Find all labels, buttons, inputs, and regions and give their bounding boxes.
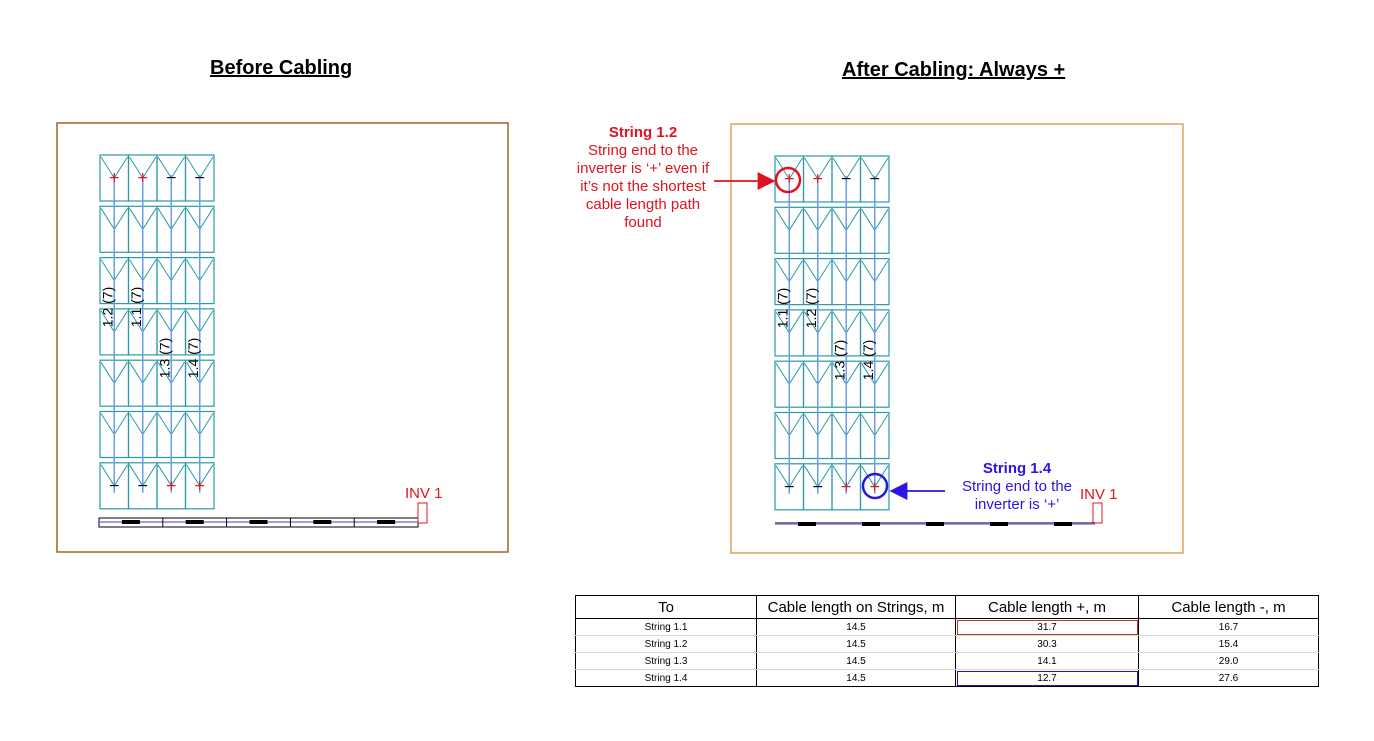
string12-callout-line: inverter is ‘+’ even if <box>576 160 710 177</box>
polarity-symbol: + <box>193 477 206 494</box>
table-row <box>576 619 1319 636</box>
polarity-symbol: + <box>165 477 178 494</box>
string-label: 1.4 (7) <box>859 339 876 381</box>
cell-strings: 14.5 <box>757 670 956 687</box>
string-label: 1.3 (7) <box>831 339 848 381</box>
cell-minus: 15.4 <box>1139 636 1319 653</box>
table-row <box>576 670 1319 687</box>
cable-connector <box>1054 522 1072 526</box>
cell-minus: 16.7 <box>1139 619 1319 636</box>
cable-connector <box>990 522 1008 526</box>
polarity-symbol: + <box>811 171 824 187</box>
polarity-symbol: − <box>165 170 178 186</box>
cable-connector <box>122 520 140 524</box>
cable-connector <box>186 520 204 524</box>
polarity-symbol: − <box>193 170 206 186</box>
cell-strings: 14.5 <box>757 653 956 670</box>
polarity-symbol: + <box>868 478 881 495</box>
polarity-symbol: − <box>783 478 796 495</box>
cell-to: String 1.2 <box>576 636 757 653</box>
cell-plus: 30.3 <box>956 636 1139 653</box>
after-cable-tray <box>775 522 1095 526</box>
cell-strings: 14.5 <box>757 619 956 636</box>
string14-callout-line: String end to the <box>961 478 1073 495</box>
polarity-symbol: + <box>783 171 796 187</box>
before-cable-tray <box>99 518 418 527</box>
polarity-symbol: + <box>136 170 149 186</box>
string-label: 1.4 (7) <box>184 337 201 379</box>
after-module-array <box>774 156 889 510</box>
cable-length-table <box>575 595 1319 687</box>
string12-callout-line: String end to the <box>587 142 699 159</box>
cell-plus: 14.1 <box>956 653 1139 670</box>
string-label: 1.2 (7) <box>99 286 116 328</box>
cell-to: String 1.1 <box>576 619 757 636</box>
before-cabling-title: Before Cabling <box>210 57 353 79</box>
polarity-symbol: − <box>840 171 853 187</box>
string12-callout-line: found <box>624 214 662 231</box>
polarity-symbol: − <box>868 171 881 187</box>
table-header-row <box>576 596 1319 619</box>
cable-connector <box>862 522 880 526</box>
cable-connector <box>250 520 268 524</box>
string12-callout-title: String 1.2 <box>608 124 678 141</box>
table-row <box>576 636 1319 653</box>
column-header-plus: Cable length +, m <box>956 596 1139 619</box>
cell-plus-highlighted: 31.7 <box>956 619 1139 636</box>
cell-plus-highlighted: 12.7 <box>956 670 1139 687</box>
column-header-strings: Cable length on Strings, m <box>757 596 956 619</box>
string-label: 1.1 (7) <box>774 287 791 329</box>
cable-connector <box>313 520 331 524</box>
cable-connector <box>798 522 816 526</box>
polarity-symbol: − <box>108 477 121 494</box>
polarity-symbol: + <box>840 478 853 495</box>
column-header-to: To <box>576 596 757 619</box>
cell-to: String 1.4 <box>576 670 757 687</box>
after-inverter <box>1093 503 1102 523</box>
string14-callout <box>948 460 1086 514</box>
cell-minus: 27.6 <box>1139 670 1319 687</box>
polarity-symbol: − <box>811 478 824 495</box>
cell-strings: 14.5 <box>757 636 956 653</box>
after-inverter-label: INV 1 <box>1080 486 1118 503</box>
string14-callout-line: inverter is ‘+’ <box>974 496 1060 513</box>
cell-to: String 1.3 <box>576 653 757 670</box>
string-label: 1.1 (7) <box>127 286 144 328</box>
column-header-minus: Cable length -, m <box>1139 596 1319 619</box>
after-cabling-title: After Cabling: Always + <box>842 59 1066 81</box>
string14-callout-title: String 1.4 <box>982 460 1052 477</box>
polarity-symbol: + <box>108 170 121 186</box>
before-inverter <box>418 503 427 523</box>
string12-callout <box>554 124 732 232</box>
cell-minus: 29.0 <box>1139 653 1319 670</box>
string-label: 1.3 (7) <box>156 337 173 379</box>
cable-connector <box>926 522 944 526</box>
polarity-symbol: − <box>136 477 149 494</box>
string12-callout-line: cable length path <box>585 196 701 213</box>
before-module-array <box>99 155 214 509</box>
string-label: 1.2 (7) <box>802 287 819 329</box>
table-row <box>576 653 1319 670</box>
before-inverter-label: INV 1 <box>405 485 443 502</box>
string12-callout-line: it’s not the shortest <box>580 178 706 195</box>
cable-connector <box>377 520 395 524</box>
